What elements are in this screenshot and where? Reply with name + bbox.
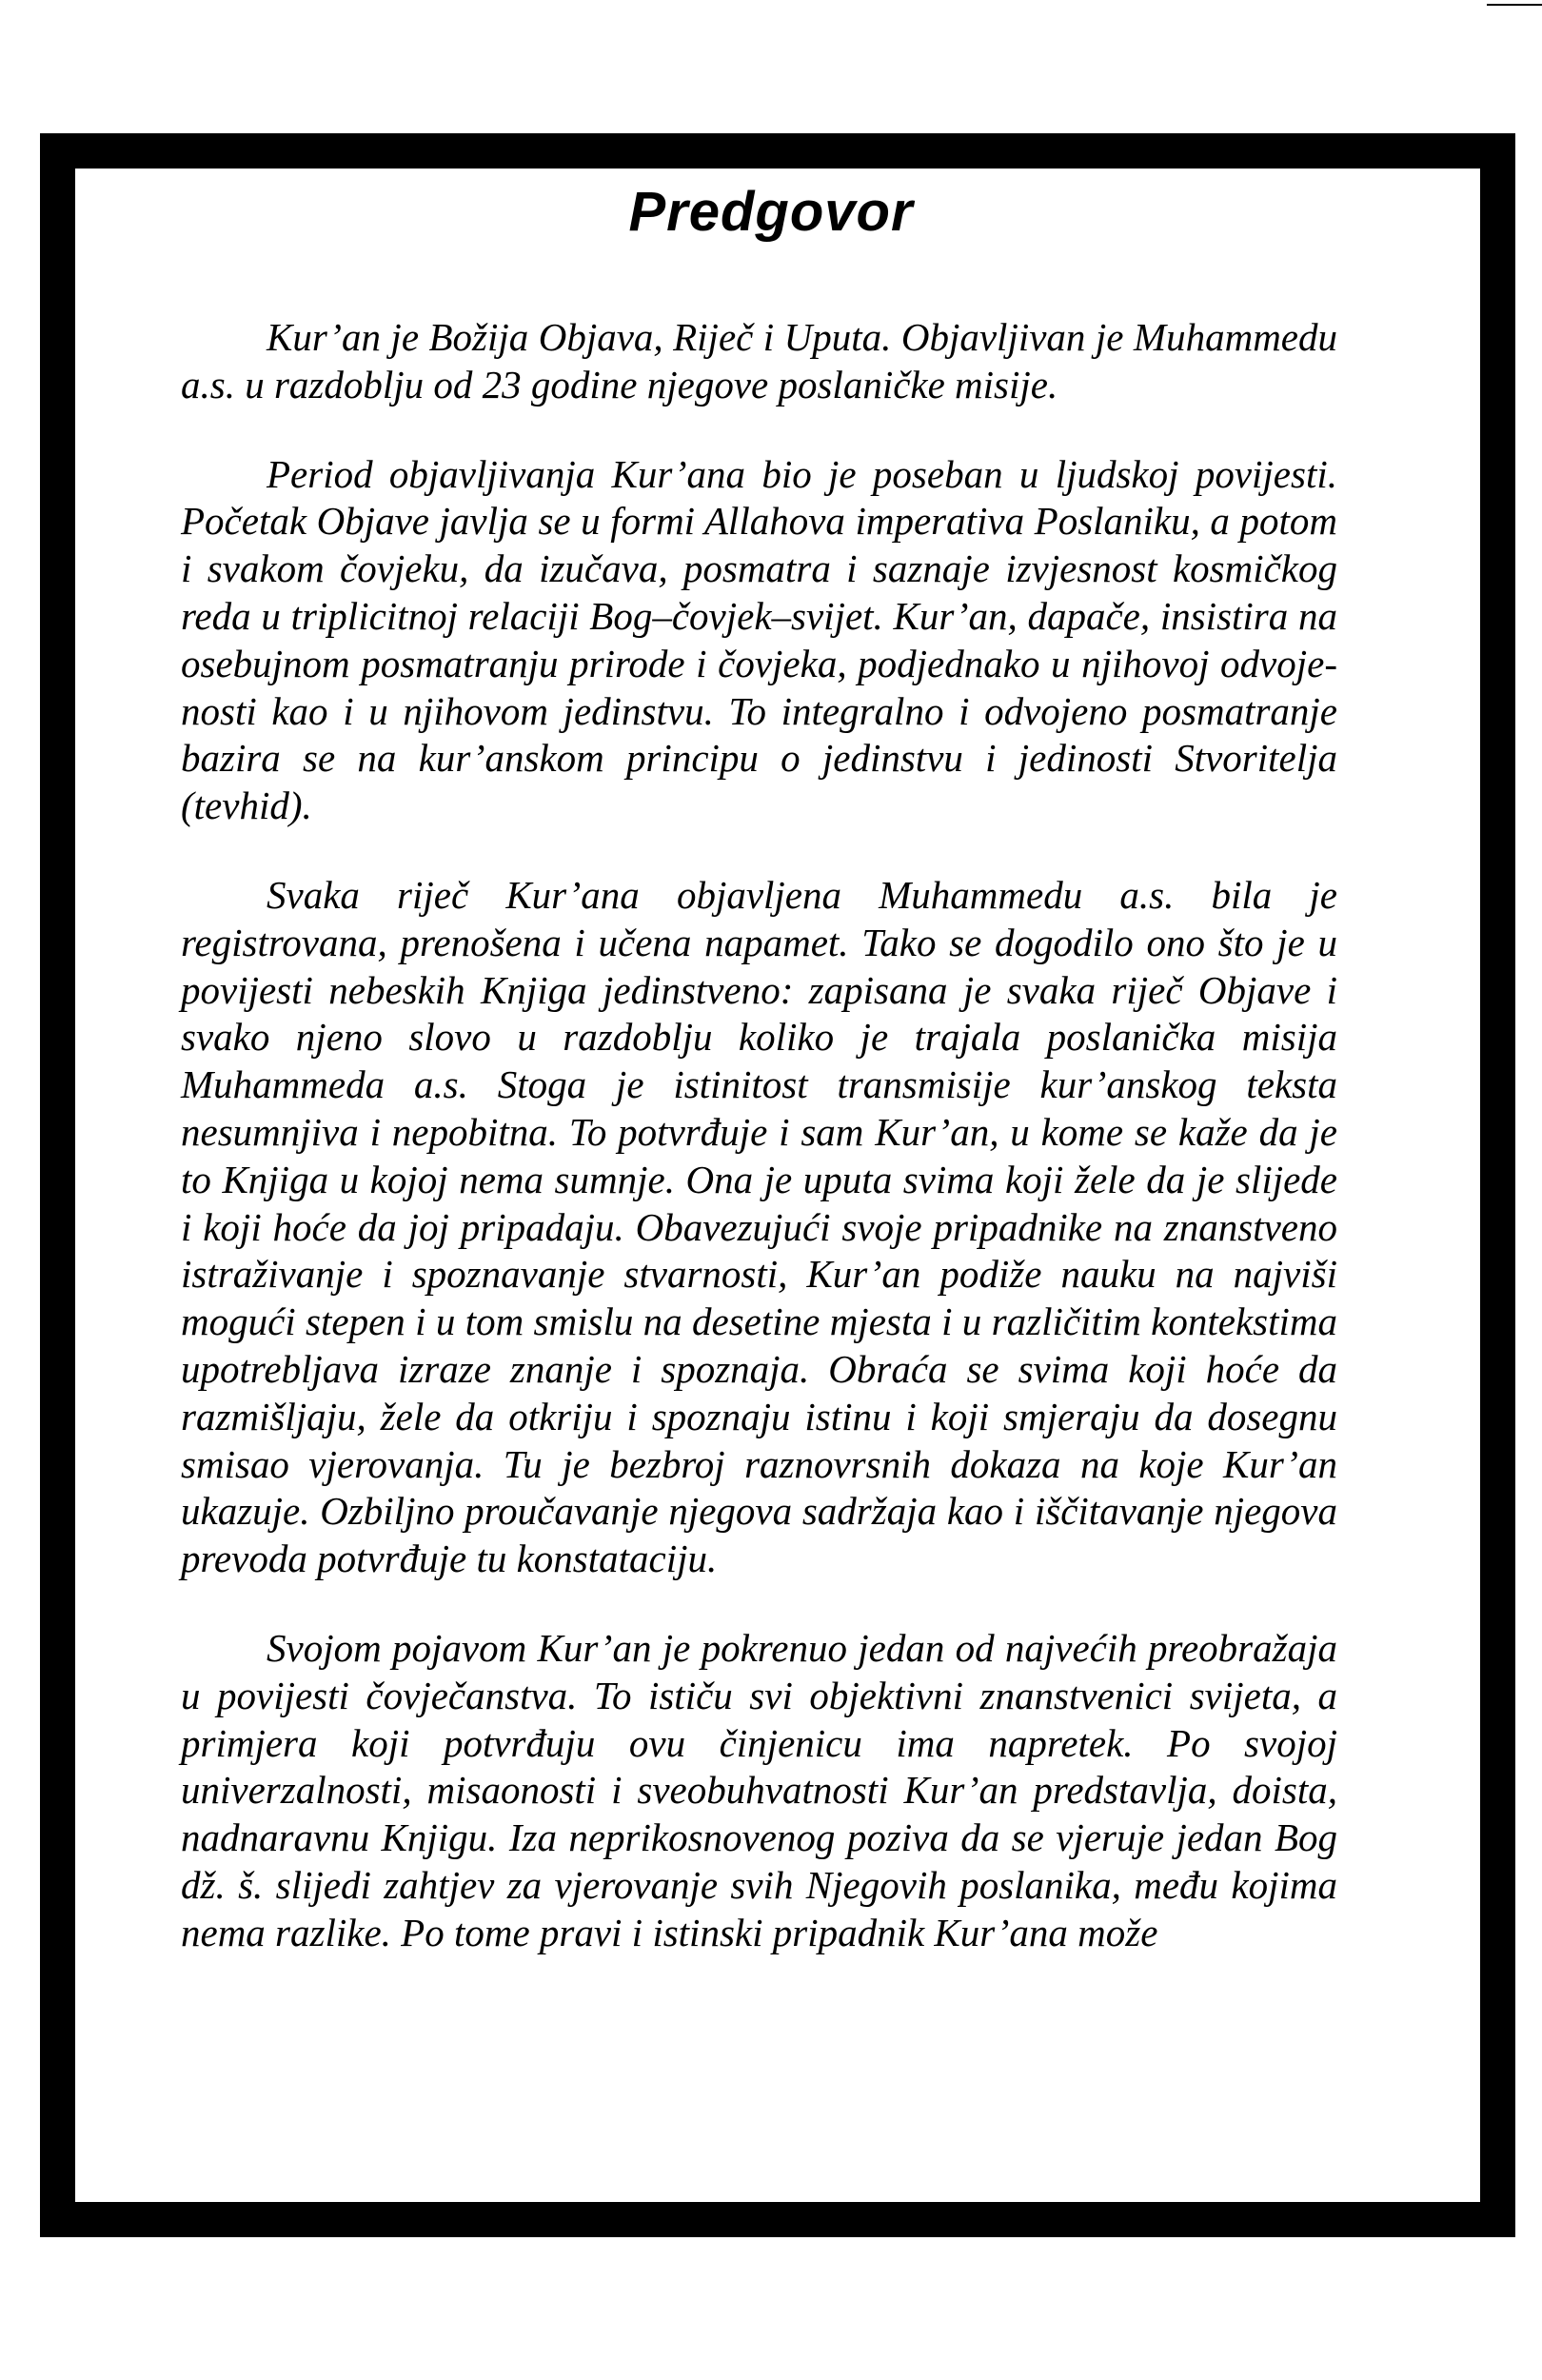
paragraph-4: Svojom pojavom Kur’an je pokrenuo jedan od najvećih preobražaja u povijesti čovječanstva. To ističu svi objektivni znanstvenici svijeta, a primjera koji potvrđuju ovu činjenicu ima napretek. Po svojoj univerzalnosti, misaonosti i sveobuhvatnosti Kur’an predstavlja, doista, nadnaravnu Knjigu. Iza neprikosnovenog poziva da se vjeruje jedan Bog dž. š. slijedi zahtjev za vjerovanje svih Njegovih poslanika, među kojima nema razlike. Po tome pravi i istinski pripadnik Kur’ana može xyxy=(181,1625,1337,1954)
paragraph-1: Kur’an je Božija Objava, Riječ i Uputa. Objavljivan je Muhammedu a.s. u razdoblju od 23 godine njegove poslaničke misije. xyxy=(181,315,1337,407)
page-title: Predgovor xyxy=(628,180,914,243)
corner-rule xyxy=(1487,4,1542,6)
paragraph-2: Period objavljivanja Kur’ana bio je poseban u ljudskoj povijesti. Početak Objave javlja se u formi Allahova imperativa Poslaniku, a potom i svakom čovjeku, da izučava, posmatra i saznaje izvjesnost kosmičkog reda u triplicitnoj relaciji Bog–čovjek–svijet. Kur’an, dapače, insistira na osebujnom posmatranju prirode i čovjeka, podjednako u njihovoj odvojenosti kao i u njihovom jedinstvu. To integralno i odvojeno posmatranje bazira se na kur’anskom principu o jedinstvu i jedinosti Stvoritelja (tevhid). xyxy=(181,451,1337,828)
preface-text xyxy=(181,314,1337,1957)
paragraph-3: Svaka riječ Kur’ana objavljena Muhammedu a.s. bila je registrovana, prenošena i učena napamet. Tako se dogodilo ono što je u povijesti nebeskih Knjiga jedinstveno: zapisana je svaka riječ Objave i svako njeno slovo u razdoblju koliko je trajala poslanička misija Muhammeda a.s. Stoga je istinitost transmisije kur’anskog teksta nesumnjiva i nepobitna. To potvrđuje i sam Kur’an, u kome se kaže da je to Knjiga u kojoj nema sumnje. Ona je uputa svima koji žele da je slijede i koji hoće da joj pripadaju. Obavezujući svoje pripadnike na znanstveno istraživanje i spoznavanje stvarnosti, Kur’an podiže nauku na najviši mogući stepen i u tom smislu na desetine mjesta i u različitim kontekstima upotrebljava izraze znanje i spoznaja. Obraća se svima koji hoće da razmišljaju, žele da otkriju i spoznaju istinu i koji smjeraju da dosegnu smisao vjerovanja. Tu je bezbroj raznovrsnih dokaza na koje Kur’an ukazuje. Ozbiljno proučavanje njegova sadržaja kao i iščitavanje njegova prevoda potvrđuje tu konstataciju. xyxy=(181,872,1337,1581)
